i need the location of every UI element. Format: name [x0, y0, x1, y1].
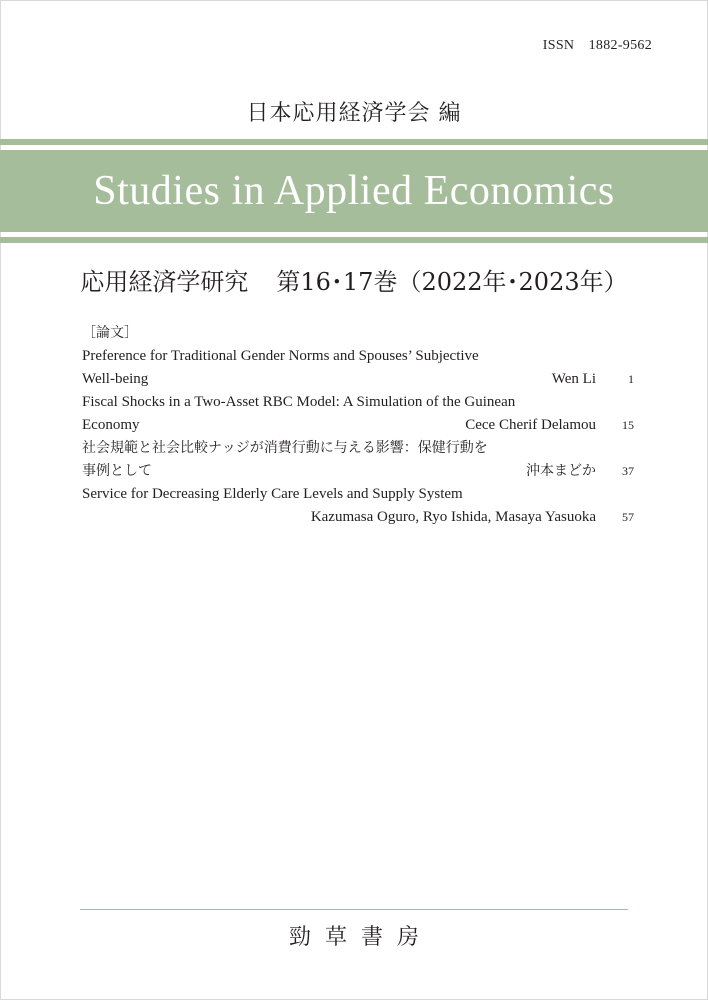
- article-page: 1: [628, 372, 634, 386]
- article-author: Wen Li: [551, 371, 596, 387]
- article-title: Service for Decreasing Elderly Care Levels and Supply System: [82, 486, 463, 502]
- toc-title-line: [82, 506, 632, 529]
- article-page: 15: [622, 418, 634, 432]
- title-band-top-rule: [0, 139, 708, 145]
- article-title-cont: 事例として: [82, 463, 152, 479]
- footer-rule: [80, 909, 628, 910]
- publisher-name: 勁草書房: [288, 925, 433, 950]
- toc-title-line: [82, 345, 632, 368]
- title-band-bottom-rule: [0, 237, 708, 243]
- japanese-title: [0, 262, 708, 297]
- toc-entry: [82, 391, 632, 437]
- english-title: Studies in Applied Economics: [93, 168, 615, 214]
- article-title: 社会規範と社会比較ナッジが消費行動に与える影響：保健行動を: [82, 440, 488, 456]
- toc-title-line: [82, 391, 632, 414]
- article-title: Preference for Traditional Gender Norms and Spouses’ Subjective: [82, 348, 479, 364]
- toc-title-line: [82, 437, 632, 460]
- issn-number: ISSN 1882-9562: [542, 38, 652, 53]
- toc-title-line: [82, 414, 632, 437]
- article-title-cont: Well-being: [82, 371, 149, 387]
- volume-info: 第16･17巻（2022年･2023年）: [276, 268, 628, 296]
- article-title: Fiscal Shocks in a Two-Asset RBC Model: A Simulation of the Guinean: [82, 394, 516, 410]
- section-label-papers: ［論文］: [82, 325, 138, 341]
- article-author: Cece Cherif Delamou: [465, 417, 596, 433]
- toc-entry: [82, 437, 632, 483]
- toc-title-line: [82, 483, 632, 506]
- article-page: 37: [622, 464, 634, 478]
- title-band: [0, 150, 708, 232]
- toc-title-line: [82, 460, 632, 483]
- table-of-contents: [82, 345, 632, 529]
- article-author: Kazumasa Oguro, Ryo Ishida, Masaya Yasuoka: [310, 509, 596, 525]
- toc-entry: [82, 345, 632, 391]
- editor-credit: 日本応用経済学会 編: [246, 101, 462, 126]
- article-page: 57: [622, 510, 634, 524]
- article-author: 沖本まどか: [526, 463, 596, 479]
- article-title-cont: Economy: [82, 417, 140, 433]
- journal-name-jp: 応用経済学研究: [80, 268, 249, 296]
- toc-title-line: [82, 368, 632, 391]
- toc-entry: [82, 483, 632, 529]
